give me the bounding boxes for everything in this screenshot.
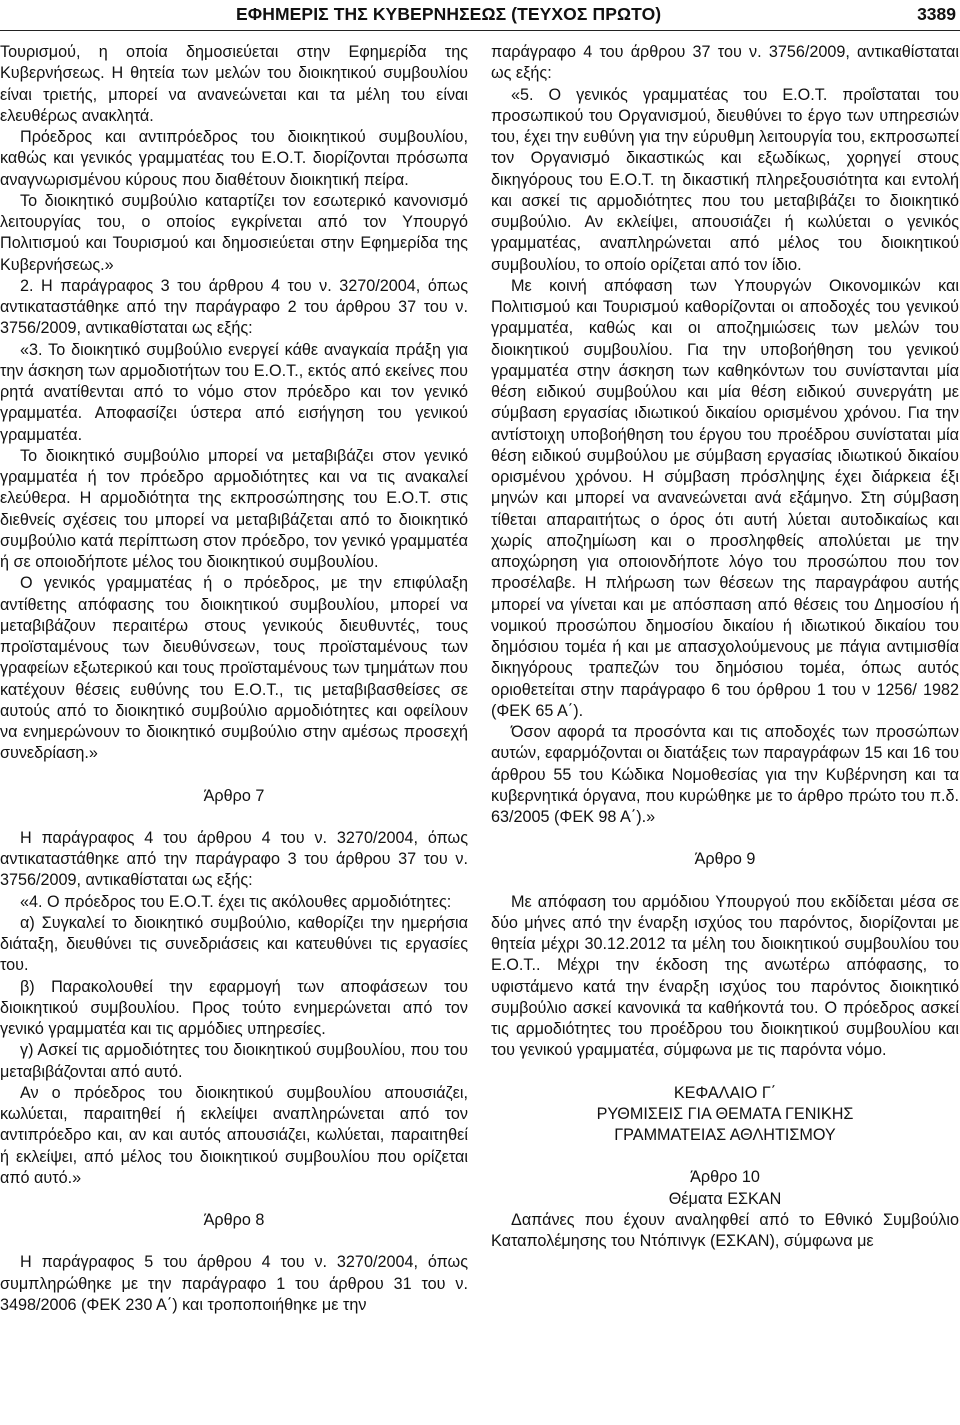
article-heading: Άρθρο 9 [694,850,756,869]
paragraph: Η παράγραφος 5 του άρθρου 4 του ν. 3270/2004, όπως συμπληρώθηκε με την παράγραφο 1 του άρθρου 31 του ν. 3498/2006 (ΦΕΚ 230 Α΄) και τροποποιήθηκε με την [0,1253,468,1314]
article-heading: Άρθρο 7 [203,786,265,805]
paragraph: παράγραφο 4 του άρθρου 37 του ν. 3756/2009, αντικαθίσταται ως εξής: [491,43,959,83]
paragraph: Τουρισμού, η οποία δημοσιεύεται στην Εφημερίδα της Κυβερνήσεως. Η θητεία των μελών του διοικητικού συμβουλίου είναι τριετής, μπορεί να ανανεώνεται και τα μέλη του είναι ελευθέρως ανακλητά. [0,43,468,125]
article-heading: Άρθρο 8 [203,1211,265,1229]
paragraph: Η παράγραφος 4 του άρθρου 4 του ν. 3270/2004, όπως αντικαταστάθηκε από την παράγραφο 3 του άρθρου 37 του ν. 3756/2009, αντικαθίσταται ως εξής: [0,828,468,890]
paragraph: «3. Το διοικητικό συμβούλιο ενεργεί κάθε αναγκαία πράξη για την άσκηση των αρμοδιοτήτων του Ε.Ο.Τ., εκτός από εκείνες που ρητά ανατίθενται από το νόμο στον πρόεδρο και τον γενικό γραμματέα. Αποφασίζει ύστερα από εισήγηση του γενικού γραμματέα. [0,340,468,444]
paragraph: Με κοινή απόφαση των Υπουργών Οικονομικών και Πολιτισμού και Τουρισμού καθορίζονται οι αποδοχές του γενικού γραμματέα, καθώς και οι αποζημιώσεις των μελών του διοικητικού συμβουλίου. Για την υποβοήθηση του γενικού γραμματέα στην άσκηση των καθηκόντων του συνίστανται μία θέση ειδικού συμβούλου και μία θέση ειδικού συνεργάτη με σύμβαση εργασίας ιδιωτικού δικαίου ορισμένου χρόνου. Για την αντίστοιχη υποβοήθηση του έργου του προέδρου συνίσταται μία θέση ειδικού συμβούλου με σύμβαση εργασίας ιδιωτικού δικαίου ορισμένου χρόνου. Η σύμβαση πρόσληψης έχει διάρκεια έξι μηνών και μπορεί να ανανεώνεται ανά εξάμηνο. Στη σύμβαση τίθεται απαραιτήτως ο όρος ότι αυτή λύεται αυτοδικαίως και χωρίς αποζημίωση και ο προσληφθείς απολύεται με την αποχώρηση για οποιονδήποτε λόγο του προσώπου που τον προσέλαβε. Η πλήρωση των θέσεων της παραγράφου αυτής μπορεί να γίνεται και με απόσπαση από θέσεις του Δημοσίου ή νομικού προσώπου δημοσίου δικαίου ή ιδιωτικού δικαίου του δημόσιου τομέα ή και με απασχολούμενους με πάγια αντιμισθία δικηγόρους τραπεζών του δημόσιου τομέα, όπως αυτός οριοθετείται στην παράγραφο 6 του όρθρου 1 του ν 1256/ 1982 (ΦΕΚ 65 Α΄). [491,276,959,720]
left-column [0,42,468,1316]
chapter-heading-line: ΚΕΦΑΛΑΙΟ Γ΄ [673,1083,777,1102]
header-rule [0,30,960,31]
page-number: 3389 [917,4,956,24]
chapter-heading-line: ΓΡΑΜΜΑΤΕΙΑΣ ΑΘΛΗΤΙΣΜΟΥ [614,1126,836,1144]
gazette-title: ΕΦΗΜΕΡΙΣ ΤΗΣ ΚΥΒΕΡΝΗΣΕΩΣ (ΤΕΥΧΟΣ ΠΡΩΤΟ) [236,4,662,24]
paragraph: γ) Ασκεί τις αρμοδιότητες του διοικητικού συμβουλίου, που του μεταβιβάζονται από αυτό. [0,1041,468,1081]
paragraph: Πρόεδρος και αντιπρόεδρος του διοικητικού συμβουλίου, καθώς και γενικός γραμματέας του Ε.Ο.Τ. διορίζονται πρόσωπα αναγνωρισμένου κύρους που διαθέτουν διοικητική πείρα. [0,128,468,189]
article-title: Θέματα ΕΣΚΑΝ [668,1189,782,1208]
paragraph: «4. Ο πρόεδρος του Ε.Ο.Τ. έχει τις ακόλουθες αρμοδιότητες: [20,892,452,911]
paragraph: 2. Η παράγραφος 3 του άρθρου 4 του ν. 3270/2004, όπως αντικαταστάθηκε από την παράγραφο 2 του άρθρου 37 του ν. 3756/2009, αντικαθίσταται ως εξής: [0,276,468,338]
paragraph: Δαπάνες που έχουν αναληφθεί από το Εθνικό Συμβούλιο Καταπολέμησης του Ντόπινγκ (ΕΣΚΑΝ), σύμφωνα με [491,1210,959,1250]
paragraph: Αν ο πρόεδρος του διοικητικού συμβουλίου απουσιάζει, κωλύεται, παραιτηθεί ή εκλείψει αναπληρώνεται από τον αντιπρόεδρο και, αν και αυτός απουσιάζει, κωλύεται, παραιτηθεί ή εκλείψει, από μέλος του διοικητικού συμβουλίου που ορίζεται από αυτό.» [0,1083,468,1187]
paragraph: Το διοικητικό συμβούλιο μπορεί να μεταβιβάζει στον γενικό γραμματέα ή τον πρόεδρο αρμοδιότητες και να τις ανακαλεί ελεύθερα. Η αρμοδιότητα της εκπροσώπησης του Ε.Ο.Τ. στις διεθνείς σχέσεις του μπορεί να μεταβιβάζεται από το διοικητικό συμβούλιο κατά περίπτωση στον πρόεδρο, τον γενικό γραμματέα ή σε οποιοδήποτε μέλος του διοικητικού συμβουλίου. [0,446,468,571]
right-column [491,42,959,1252]
paragraph: Το διοικητικό συμβούλιο καταρτίζει τον εσωτερικό κανονισμό λειτουργίας του, ο οποίος εγκρίνεται από τον Υπουργό Πολιτισμού και Τουρισμού και δημοσιεύεται στην Εφημερίδα της Κυβερνήσεως.» [0,191,468,274]
article-heading: Άρθρο 10 [690,1168,760,1187]
paragraph: α) Συγκαλεί το διοικητικό συμβούλιο, καθορίζει την ημερήσια διάταξη, διευθύνει τις συνεδριάσεις και κατευθύνει τις εργασίες του. [0,913,468,975]
paragraph: Με απόφαση του αρμόδιου Υπουργού που εκδίδεται μέσα σε δύο μήνες από την έναρξη ισχύος του παρόντος, διορίζονται με θητεία μέχρι 30.12.2012 τα μέλη του διοικητικού συμβουλίου του Ε.Ο.Τ.. Μέχρι την έκδοση της ανωτέρω απόφασης, το υφιστάμενο κατά την έναρξη ισχύος του παρόντος διοικητικό συμβούλιο ασκεί κανονικά τα καθήκοντά του. Ο πρόεδρος ασκεί τις αρμοδιότητες του προέδρου του διοικητικού συμβουλίου και του γενικού γραμματέα, σύμφωνα με τις παρόντα νόμο. [491,892,959,1060]
paragraph: Όσον αφορά τα προσόντα και τις αποδοχές των προσώπων αυτών, εφαρμόζονται οι διατάξεις των παραγράφων 15 και 16 του άρθρου 55 του Κώδικα Νομοθεσίας για την Κυβέρνηση και τα κυβερνητικά όργανα, που κυρώθηκε με το άρθρο πρώτο του π.δ. 63/2005 (ΦΕΚ 98 Α΄).» [491,723,959,826]
paragraph: β) Παρακολουθεί την εφαρμογή των αποφάσεων του διοικητικού συμβουλίου. Προς τούτο ενημερώνεται από τον γενικό γραμματέα και τις αρμόδιες υπηρεσίες. [0,977,468,1038]
paragraph: Ο γενικός γραμματέας ή ο πρόεδρος, με την επιφύλαξη αντίθετης απόφασης του διοικητικού συμβουλίου, μπορεί να μεταβιβάζουν περαιτέρω στους γενικούς διευθυντές, τους προϊσταμένους των διευθύνσεων, τους προϊσταμένους των γραφείων εξωτερικού και τους προϊσταμένους των τμημάτων που κατέχουν θέσεις ευθύνης του Ε.Ο.Τ., τις μεταβιβασθείσες σε αυτούς από το διοικητικό συμβούλιο αρμοδιότητες και οφείλουν να ενημερώνουν το διοικητικό συμβούλιο στην αμέσως προσεχή συνεδρίαση.» [0,574,468,763]
paragraph: «5. Ο γενικός γραμματέας του Ε.Ο.Τ. προΐσταται του προσωπικού του Οργανισμού, διευθύνει το έργο των υπηρεσιών του, έχει την ευθύνη για την εύρυθμη λειτουργία του, εκπροσωπεί τον Οργανισμό δικαστικώς και εξωδίκως, χορηγεί στους δικηγόρους του Ε.Ο.Τ. τη δικαστική πληρεξουσιότητα και εντολή και ασκεί τις αρμοδιότητες που του μεταβιβάζει το διοικητικό συμβούλιο. Αν εκλείψει, απουσιάζει ή κωλύεται ο γενικός γραμματέας, αναπληρώνεται από μέλος του διοικητικού συμβουλίου, το οποίο ορίζεται από τον ίδιο. [491,85,959,274]
chapter-heading-line: ΡΥΘΜΙΣΕΙΣ ΓΙΑ ΘΕΜΑΤΑ ΓΕΝΙΚΗΣ [596,1104,854,1123]
page-header [0,0,960,30]
